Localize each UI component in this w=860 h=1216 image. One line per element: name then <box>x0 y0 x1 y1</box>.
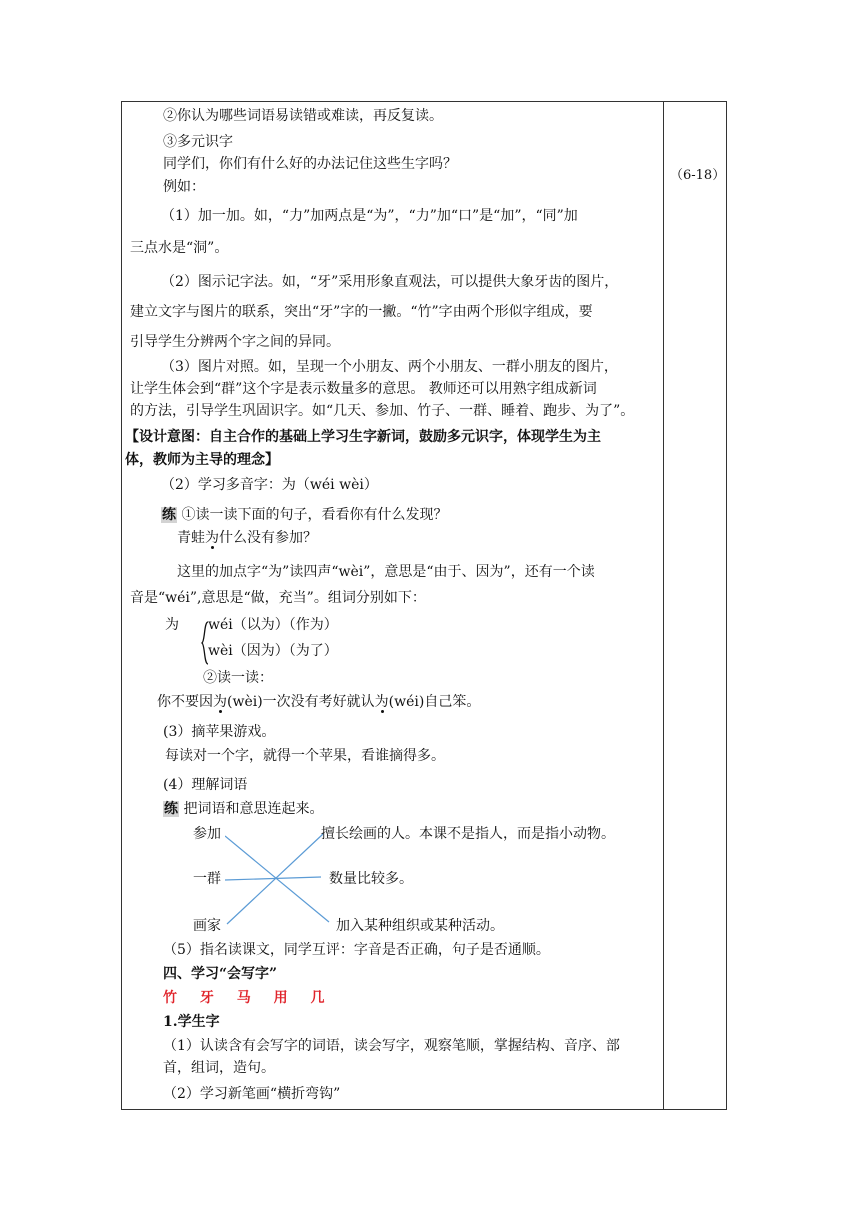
text-line: 同学们，你们有什么好的办法记住这些生字吗？ <box>163 156 457 172</box>
practice-line <box>161 505 447 525</box>
text-line: ②读一读： <box>203 670 273 686</box>
text-segment: (wèi)一次没有考好就认 <box>227 694 375 710</box>
matching-lines <box>225 832 335 932</box>
text-line: （2）学习新笔画“横折弯钩” <box>163 1086 341 1102</box>
match-word: 一群 <box>193 871 221 887</box>
text-line: （2）图示记字法。如，“牙”采用形象直观法，可以提供大象牙齿的图片， <box>161 274 619 290</box>
text-segment: 把词语和意思连起来。 <box>183 801 324 817</box>
match-word: 画家 <box>193 918 221 934</box>
practice-line <box>163 799 323 819</box>
text-line: 让学生体会到“群”这个字是表示数量多的意思。 教师还可以用熟字组成新词 <box>130 381 597 397</box>
text-line: 首，组词，造句。 <box>163 1060 275 1076</box>
text-segment: (wéi)自己笨。 <box>388 694 481 710</box>
text-line: (4）理解词语 <box>163 777 248 793</box>
text-line: 例如： <box>163 179 205 195</box>
design-intent: 体，教师为主导的理念】 <box>125 452 279 468</box>
example-sentence <box>177 528 317 548</box>
column-divider <box>663 102 664 1109</box>
dotted-char: 为 <box>205 530 219 546</box>
text-line: ②你认为哪些词语易读错或难读，再反复读。 <box>163 108 443 124</box>
match-meaning: 加入某种组织或某种活动。 <box>336 918 504 934</box>
design-intent: 【设计意图：自主合作的基础上学习生字新词，鼓励多元识字，体现学生为主 <box>125 429 601 445</box>
text-line: （1）加一加。如，“力”加两点是“为”，“力”加“口”是“加”，“同”加 <box>161 208 578 224</box>
text-line: (3）摘苹果游戏。 <box>163 724 276 740</box>
text-line: 这里的加点字“为”读四声“wèi”，意思是“由于、因为”，还有一个读 <box>177 564 595 580</box>
text-segment: 什么没有参加？ <box>219 530 317 546</box>
text-segment: 青蛙 <box>177 530 205 546</box>
dotted-char: 为 <box>213 694 227 710</box>
polyphone-char: 为 <box>165 617 179 633</box>
text-line: （2）学习多音字：为（wéi wèi） <box>161 477 378 493</box>
match-word: 参加 <box>193 826 221 842</box>
text-line: （1）认读含有会写字的词语，读会写字，观察笔顺，掌握结构、音序、部 <box>163 1038 620 1054</box>
section-heading: 四、学习“会写字” <box>163 966 278 982</box>
text-line: 建立文字与图片的联系，突出“牙”字的一撇。“竹”字由两个形似字组成，要 <box>130 304 593 320</box>
text-line: （5）指名读课文，同学互评：字音是否正确，句子是否通顺。 <box>163 942 550 958</box>
practice-badge: 练 <box>162 507 176 523</box>
lesson-table <box>121 101 727 1110</box>
text-line: 每读对一个字，就得一个苹果，看谁摘得多。 <box>165 748 445 764</box>
practice-badge: 练 <box>164 801 178 817</box>
dotted-char: 为 <box>374 694 389 710</box>
text-line: wèi（因为）（为了） <box>208 643 338 659</box>
sub-heading: 1.学生字 <box>163 1014 220 1030</box>
time-note: （6-18） <box>670 168 726 183</box>
example-sentence <box>157 692 480 712</box>
writing-characters: 竹 牙 马 用 几 <box>163 990 334 1006</box>
text-line: 引导学生分辨两个字之间的异同。 <box>130 334 340 350</box>
match-meaning: 数量比较多。 <box>329 871 413 887</box>
text-line: （3）图片对照。如，呈现一个小朋友、两个小朋友、一群小朋友的图片， <box>161 359 618 375</box>
text-segment: ①读一读下面的句子，看看你有什么发现？ <box>181 507 448 523</box>
text-line: ③多元识字 <box>163 134 233 150</box>
text-line: 音是“wéi”,意思是“做，充当”。组词分别如下： <box>130 590 426 606</box>
text-line: 的方法，引导学生巩固识字。如“几天、参加、竹子、一群、睡着、跑步、为了”。 <box>130 403 635 419</box>
match-meaning: 擅长绘画的人。本课不是指人，而是指小动物。 <box>321 826 615 842</box>
text-line: 三点水是“洞”。 <box>130 240 229 256</box>
text-segment: 你不要因 <box>157 694 213 710</box>
text-line: wéi（以为）（作为） <box>208 617 338 633</box>
